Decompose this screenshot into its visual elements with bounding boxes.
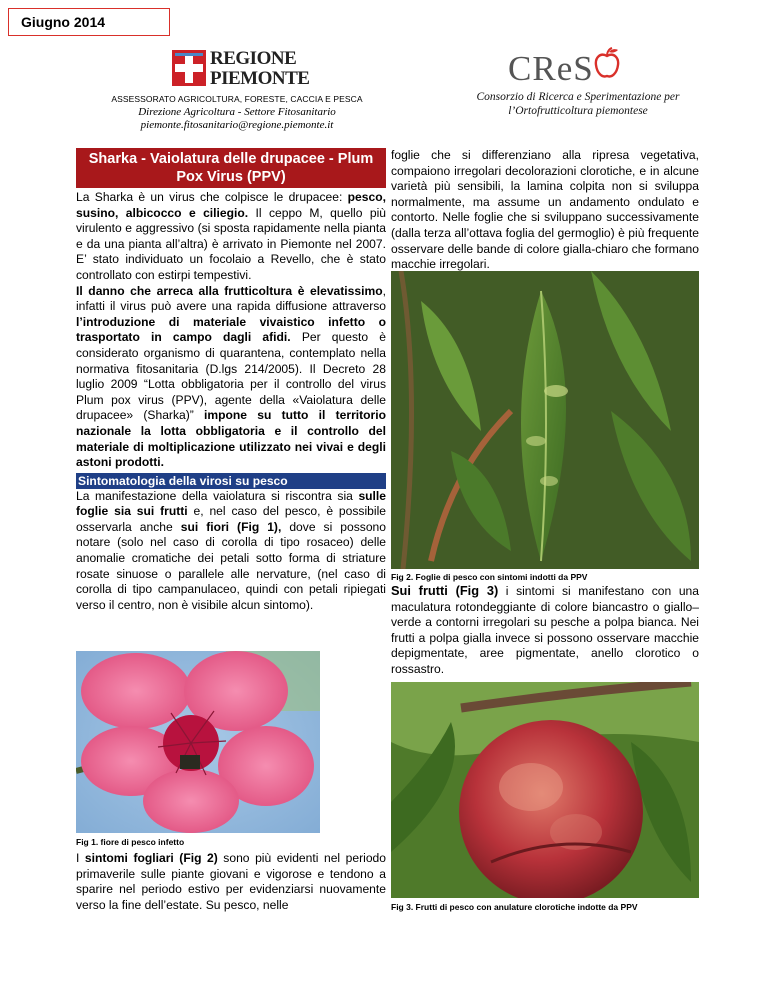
fig1-caption: Fig 1. fiore di pesco infetto [76,837,185,847]
fig3-peach-image [391,682,699,898]
date-label: Giugno 2014 [8,8,170,36]
danno-paragraph: Il danno che arreca alla frutticoltura è elevatissimo, infatti il virus può avere una rapida diffusione attraverso l’introduzione di materiale vivaistico infetto o trasportato in campo dagli afidi. Per questo è considerato organismo di quarantena, contemplato nella normativa fitosanitaria (D.lgs 214/2005). Il Decreto 28 luglio 2009 “Lotta obbligatoria per il controllo del virus Plum pox virus (PPV), agente della «Vaiolatura delle drupacee» (Sharka)” impone su tutto il territorio nazionale la lotta obbligatoria e il controllo del materiale di moltiplicazione utilizzato nei vivai e degli astoni prodotti. [76,283,386,470]
creso-logo-text: CReS [508,49,594,88]
right-top-paragraph: foglie che si differenziano alla ripresa vegetativa, compaiono irregolari decolorazioni clorotiche, e in alcune varietà più sensibili, la lamina colpita non si sviluppa normalmente, ma assume un andamento ondulato e contorto. Nelle foglie che si sviluppano successivamente (dalla terza all’ottava foglia del germoglio) è più frequente osservare delle bande di colore gialla-chiaro che formano macchie irregolari. [391,148,699,272]
email: piemonte.fitosanitario@regione.piemonte.it [140,119,334,131]
fig2-leaves-image [391,271,699,569]
creso-subtitle: Consorzio di Ricerca e Sperimentazione per l’Ortofrutticoltura piemontese [476,91,680,117]
fig1-flower-image [76,651,320,833]
regione-logo-line1: REGIONE [210,48,297,69]
fig2-caption: Fig 2. Foglie di pesco con sintomi indotti da PPV [391,572,588,582]
intro-paragraph: La Sharka è un virus che colpisce le drupacee: pesco, susino, albicocco e ciliegio. Il ceppo M, quello più virulento e aggressivo (si sposta rapidamente nella pianta e da una pianta all’altra) è arrivato in Piemonte nel 2007. E’ stato individuato un focolaio a Revello, che è stato controllato con estirpi tempestivi. [76,190,387,282]
creso-logo [508,46,620,89]
creso-apple-icon [594,46,620,80]
direzione: Direzione Agricoltura - Settore Fitosanitario [138,106,336,118]
frutti-paragraph: Sui frutti (Fig 3) i sintomi si manifestano con una maculatura rotondeggiante di colore biancastro o giallo–verde a contorni irregolari su pesche a polpa bianca. Nei frutti a polpa gialla invece si possono osservare macchie depigmentate, aree pigmentate, anello clorotico o rossastro. [391,583,700,676]
sintomi-paragraph: La manifestazione della vaiolatura si riscontra sia sulle foglie sia sui frutti e, nel caso del pesco, è possibile osservarla anche sui fiori (Fig 1), dove si possono notare (solo nel caso di corolla di tipo rosaceo) delle anomalie cromatiche dei petali sotto forma di striature rosate sinuose o parallele alle nervature, (nel caso di corolla di tipo campanulaceo, quindi con petali ripiegati verso il centro, non è visibile alcun sintomo). [76,488,387,612]
assessorato: ASSESSORATO AGRICOLTURA, FORESTE, CACCIA E PESCA [111,94,363,104]
fogliari-paragraph: I sintomi fogliari (Fig 2) sono più evidenti nel periodo primaverile sulle piante giovani e vigorose e tendono a sparire nel periodo estivo per evidenziarsi nuovamente verso la fine dell’estate. Su pesco, nelle [76,851,386,912]
left-column [76,148,386,613]
section-title: Sintomatologia della virosi su pesco [76,473,386,489]
article-title: Sharka - Vaiolatura delle drupacee - Plum Pox Virus (PPV) [76,148,386,188]
regione-piemonte-logo [172,48,310,89]
regione-logo-line2: PIEMONTE [210,68,310,89]
fig3-caption: Fig 3. Frutti di pesco con anulature clorotiche indotte da PPV [391,902,638,912]
regione-subtitle [70,93,404,132]
regione-emblem-icon [172,50,206,86]
